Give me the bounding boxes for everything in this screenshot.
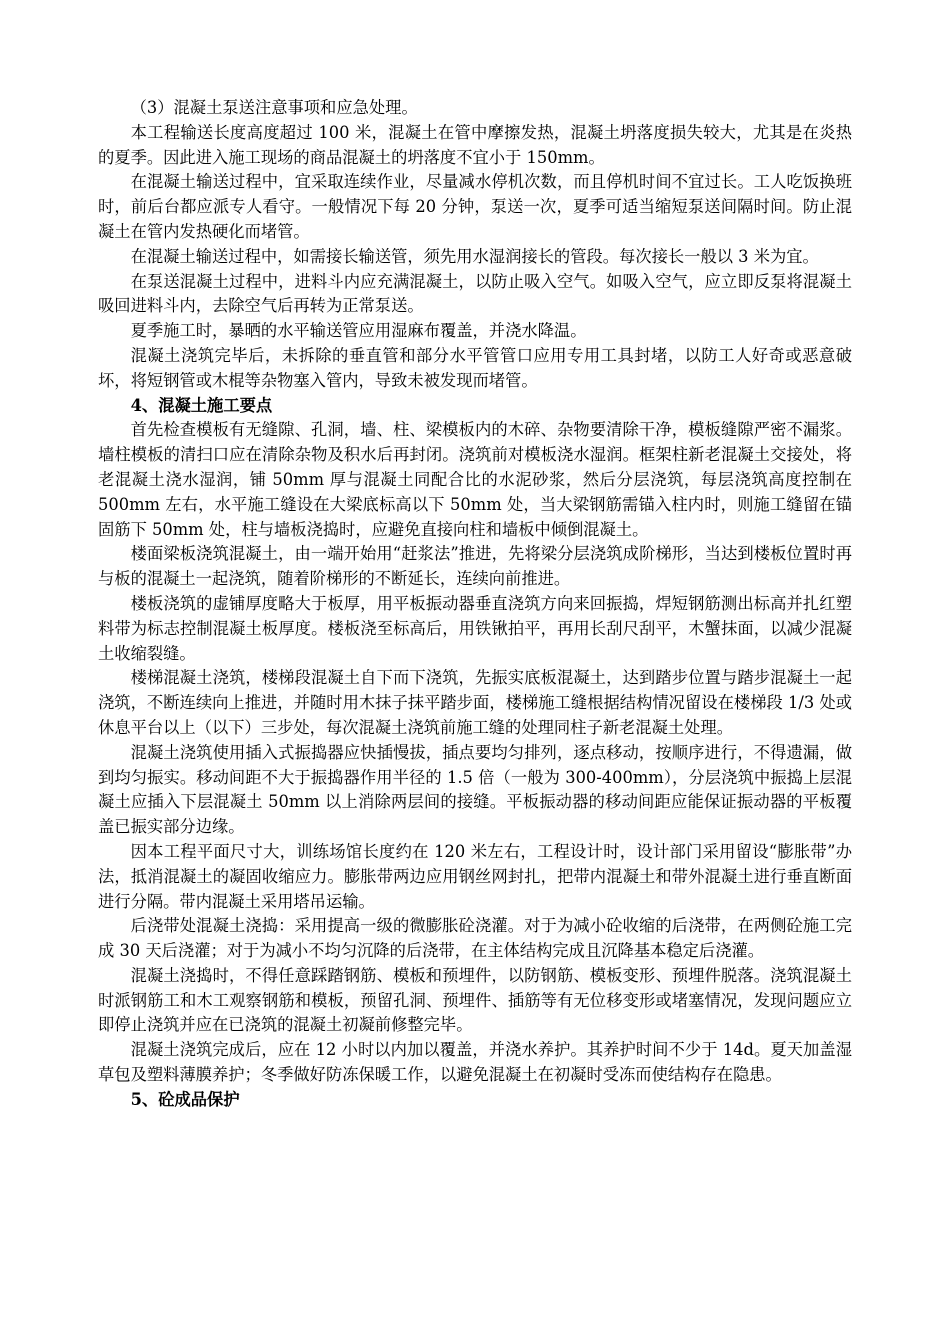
paragraph: 楼板浇筑的虚铺厚度略大于板厚，用平板振动器垂直浇筑方向来回振捣，焊短钢筋测出标高并扎红塑料带为标志控制混凝土板厚度。楼板浇至标高后，用铁锹拍平，再用长刮尺刮平，木蟹抹面，以减少混凝土收缩裂缝。	[98, 593, 852, 663]
paragraph: 在混凝土输送过程中，宜采取连续作业，尽量减水停机次数，而且停机时间不宜过长。工人吃饭换班时，前后台都应派专人看守。一般情况下每 20 分钟，泵送一次，夏季可适当缩短泵送间隔时间。防止混凝土在管内发热硬化而堵管。	[98, 172, 852, 241]
paragraph: 首先检查模板有无缝隙、孔洞，墙、柱、梁模板内的木碎、杂物要清除干净，模板缝隙严密不漏浆。墙柱模板的清扫口应在清除杂物及积水后再封闭。浇筑前对模板浇水湿润。框架柱新老混凝土交接处，将老混凝土浇水湿润，铺 50mm 厚与混凝土同配合比的水泥砂浆，然后分层浇筑，每层浇筑高度控制在 500mm 左右，水平施工缝设在大梁底标高以下 50mm 处，当大梁钢筋需锚入柱内时，则施工缝留在锚固筋下 50mm 处，柱与墙板浇捣时，应避免直接向柱和墙板中倾倒混凝土。	[98, 420, 852, 539]
paragraph: 本工程输送长度高度超过 100 米，混凝土在管中摩擦发热，混凝土坍落度损失较大，尤其是在炎热的夏季。因此进入施工现场的商品混凝土的坍落度不宜小于 150mm。	[98, 122, 852, 167]
section-heading-construction-points: 4、混凝土施工要点	[130, 395, 273, 415]
document-page	[98, 96, 852, 1113]
paragraph: 混凝土浇筑完毕后，未拆除的垂直管和部分水平管管口应用专用工具封堵，以防工人好奇或恶意破坏，将短钢管或木棍等杂物塞入管内，导致未被发现而堵管。	[98, 345, 852, 390]
section-heading-product-protection: 5、砼成品保护	[130, 1089, 240, 1109]
paragraph: 因本工程平面尺寸大，训练场馆长度约在 120 米左右，工程设计时，设计部门采用留设“膨胀带”办法，抵消混凝土的凝固收缩应力。膨胀带两边应用钢丝网封扎，把带内混凝土和带外混凝土进行垂直断面进行分隔。带内混凝土采用塔吊运输。	[98, 841, 852, 911]
paragraph: 楼梯混凝土浇筑，楼梯段混凝土自下而下浇筑，先振实底板混凝土，达到踏步位置与踏步混凝土一起浇筑，不断连续向上推进，并随时用木抹子抹平踏步面，楼梯施工缝根据结构情况留设在楼梯段 1/3 处或休息平台以上（以下）三步处，每次混凝土浇筑前施工缝的处理同柱子新老混凝土处理。	[98, 668, 852, 737]
paragraph: 楼面梁板浇筑混凝土，由一端开始用“赶浆法”推进，先将梁分层浇筑成阶梯形，当达到楼板位置时再与板的混凝土一起浇筑，随着阶梯形的不断延长，连续向前推进。	[98, 544, 852, 589]
paragraph: 混凝土浇捣时，不得任意踩踏钢筋、模板和预埋件，以防钢筋、模板变形、预埋件脱落。浇筑混凝土时派钢筋工和木工观察钢筋和模板，预留孔洞、预埋件、插筋等有无位移变形或堵塞情况，发现问题应立即停止浇筑并应在已浇筑的混凝土初凝前修整完毕。	[98, 965, 852, 1035]
paragraph: 在泵送混凝土过程中，进料斗内应充满混凝土，以防止吸入空气。如吸入空气，应立即反泵将混凝土吸回进料斗内，去除空气后再转为正常泵送。	[98, 271, 852, 316]
paragraph: 在混凝土输送过程中，如需接长输送管，须先用水湿润接长的管段。每次接长一般以 3 米为宜。	[130, 246, 819, 266]
paragraph-pumping-title: （3）混凝土泵送注意事项和应急处理。	[130, 98, 418, 117]
paragraph: 夏季施工时，暴晒的水平输送管应用湿麻布覆盖，并浇水降温。	[130, 321, 587, 341]
paragraph: 混凝土浇筑使用插入式振捣器应快插慢拔，插点要均匀排列，逐点移动，按顺序进行，不得遗漏，做到均匀振实。移动间距不大于振捣器作用半径的 1.5 倍（一般为 300-400mm），分层浇筑中振捣上层混凝土应插入下层混凝土 50mm 以上消除两层间的接缝。平板振动器的移动间距应能保证振动器的平板覆盖已振实部分边缘。	[98, 742, 852, 837]
paragraph: 后浇带处混凝土浇捣：采用提高一级的微膨胀砼浇灌。对于为减小砼收缩的后浇带，在两侧砼施工完成 30 天后浇灌；对于为减小不均匀沉降的后浇带，在主体结构完成且沉降基本稳定后浇灌。	[98, 916, 852, 961]
paragraph: 混凝土浇筑完成后，应在 12 小时以内加以覆盖，并浇水养护。其养护时间不少于 14d。夏天加盖湿草包及塑料薄膜养护；冬季做好防冻保暖工作，以避免混凝土在初凝时受冻而使结构存在隐患。	[98, 1040, 852, 1085]
